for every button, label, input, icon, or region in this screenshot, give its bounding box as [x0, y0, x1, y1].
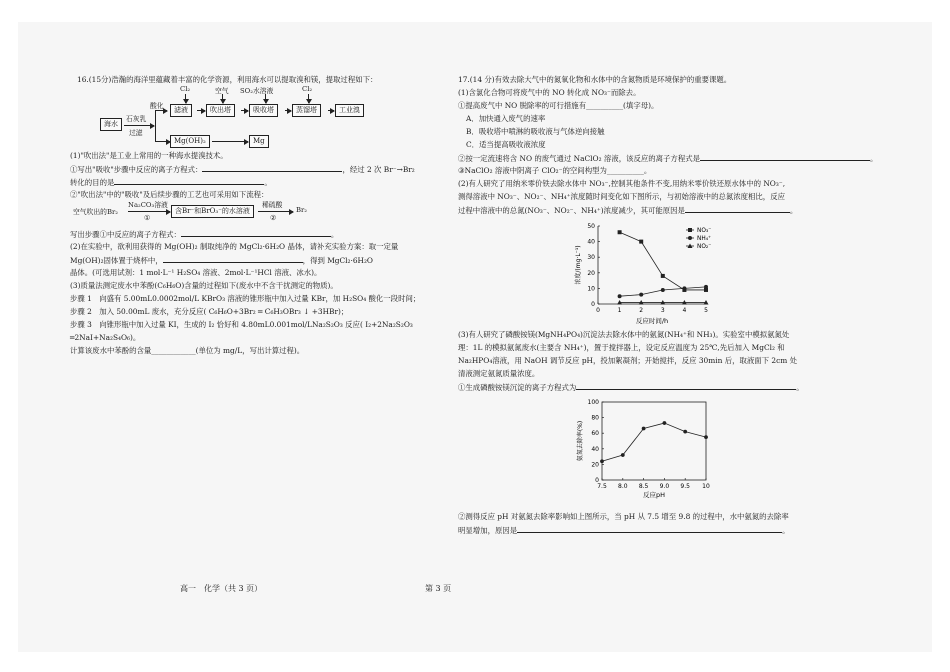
data-point	[663, 421, 667, 425]
q17-part3-2-line2: 明显增加，原因是 。	[458, 526, 790, 535]
q17-option-a: A．加快通入废气的速率	[466, 114, 546, 123]
data-point	[618, 230, 622, 234]
y-tick-label: 0	[595, 477, 599, 484]
absorb-tower-box: 吸收塔	[249, 104, 278, 117]
data-point	[618, 294, 622, 298]
data-point	[621, 453, 625, 457]
flow2-end: Br₂	[296, 206, 307, 214]
x-axis-label: 反应pH	[642, 491, 666, 499]
flow-arrow-down	[308, 94, 309, 103]
data-point	[704, 435, 708, 439]
ph-removal-rate-chart	[570, 396, 720, 502]
q16-part2-line2: Mg(OH)₂固体置于烧杯中， ，得到 MgCl₂·6H₂O	[70, 256, 373, 265]
flow-arrow	[328, 110, 334, 111]
flow-arrow-down	[185, 94, 186, 103]
flow2-reagent-1: Na₂CO₃溶液	[128, 201, 168, 209]
q16-part1-1: ①写出"吸收"步骤中反应的离子方程式： ，经过 2 次 Br⁻→Br₂	[70, 165, 415, 174]
y-tick-label: 10	[587, 285, 595, 293]
x-tick-label: 7.5	[597, 483, 607, 490]
y-axis-label: 氨氮去除率(%)	[577, 420, 584, 462]
x-tick-label: 10	[702, 483, 710, 490]
y-tick-label: 30	[587, 254, 595, 262]
y-tick-label: 60	[591, 430, 599, 438]
data-point	[682, 286, 686, 290]
mg-box: Mg	[249, 135, 269, 148]
y-tick-label: 100	[587, 399, 599, 406]
flow-arrow	[128, 211, 170, 212]
q17-part1-1: ①提高废气中 NO 脱除率的可行措施有__________(填字母)。	[458, 101, 659, 110]
y-tick-label: 40	[587, 238, 595, 246]
flow-arrow	[155, 110, 167, 111]
x-tick-label: 8.0	[618, 483, 628, 490]
data-point	[639, 293, 643, 297]
flow2-solution-box: 含Br⁻和BrO₃⁻的水溶液	[171, 205, 254, 218]
distill-tower-box: 蒸馏塔	[292, 104, 321, 117]
flow2-reagent-2: 稀硫酸	[262, 201, 283, 209]
flow-arrow-down	[265, 94, 266, 103]
x-tick-label: 0	[596, 307, 600, 314]
data-point	[661, 274, 665, 278]
data-point	[661, 288, 665, 292]
q17-part1: (1)含氯化合物可将废气中的 NO 转化成 NO₃⁻而除去。	[458, 88, 641, 97]
footer-left: 高一 化学（共 3 页）	[180, 584, 263, 593]
y-tick-label: 20	[587, 269, 595, 277]
q16-step1: 步骤 1 向盛有 5.00mL0.0002mol/L KBrO₃ 溶液的锥形瓶中加入过量 KBr，加 H₂SO₄ 酸化一段时间；	[70, 294, 421, 303]
q16-step2: 步骤 2 加入 50.00mL 废水，充分反应( C₆H₆O+3Br₂ ═ C₆H₃OBr₃ ↓ +3HBr)；	[70, 307, 349, 316]
y-tick-label: 50	[587, 223, 595, 230]
x-tick-label: 9.0	[659, 483, 670, 490]
flow-arrow	[197, 110, 205, 111]
series-line	[602, 423, 706, 461]
q17-part2-line2: 测得溶液中 NO₃⁻、NO₂⁻、NH₄⁺浓度随时间变化如下图所示，与初始溶液中的总氮浓度相比，反应	[458, 192, 785, 201]
flow-line	[155, 110, 156, 142]
q17-option-c: C．适当提高吸收液浓度	[466, 140, 546, 149]
q16-part1: (1)"吹出法"是工业上常用的一种海水提溴技术。	[70, 151, 228, 160]
q17-option-b: B．吸收塔中喷淋的吸收液与气体逆向接触	[466, 127, 605, 136]
q17-part3-1: ①生成磷酸铵镁沉淀的离子方程式为 。	[458, 383, 804, 392]
series-line	[620, 232, 706, 290]
q16-part1-1-purpose: 转化的目的是 。	[70, 178, 272, 187]
flow-arrow	[285, 110, 291, 111]
flow-arrow	[241, 110, 248, 111]
q16-step3-line2: ═2NaI+Na₂S₄O₆)。	[70, 333, 141, 342]
filtrate-box: 滤液	[170, 104, 192, 117]
x-tick-label: 9.5	[680, 483, 690, 490]
q17-part3-line4: 清液测定氨氮质量浓度。	[458, 369, 540, 378]
y-tick-label: 0	[591, 301, 595, 308]
data-point	[642, 427, 646, 431]
cl2-label-1: Cl₂	[180, 85, 191, 93]
q17-part2-line3: 过程中溶液中的总氮(NO₃⁻、NO₂⁻、NH₄⁺)浓度减少，其可能原因是 。	[458, 206, 798, 215]
data-point	[639, 240, 643, 244]
lime-label: 石灰乳	[126, 115, 147, 123]
x-tick-label: 4	[682, 307, 687, 314]
q16-part3: (3)质量法测定废水中苯酚(C₆H₆O)含量的过程如下(废水中不含干扰测定的物质)。	[70, 281, 338, 290]
flow-arrow	[124, 125, 154, 126]
cl2-label-2: Cl₂	[302, 85, 313, 93]
q17-title: 17.(14 分)有效去除大气中的氮氧化物和水体中的含氮物质是环境保护的重要课题。	[458, 75, 732, 84]
q16-calc: 计算该废水中苯酚的含量____________(单位为 mg/L，写出计算过程)。	[70, 346, 305, 355]
legend-marker	[688, 236, 692, 240]
legend-label: NH₄⁺	[697, 236, 712, 243]
q17-part2-line1: (2)有人研究了用纳米零价铁去除水体中 NO₃⁻,控制其他条件不变,用纳米零价铁还原水体中的 NO₃⁻,	[458, 179, 786, 188]
acidify-label: 酸化	[150, 102, 164, 110]
legend-marker	[688, 228, 692, 232]
y-tick-label: 20	[591, 461, 599, 469]
x-tick-label: 8.5	[638, 483, 649, 490]
seawater-box: 海水	[100, 118, 122, 131]
flow2-start: 空气吹出的Br₂	[73, 208, 118, 216]
concentration-time-chart	[568, 218, 718, 326]
legend-label: NO₃⁻	[697, 228, 712, 235]
q17-part3-line2: 理：1L 的模拟氨氮废水(主要含 NH₄⁺)，置于搅拌器上，设定反应温度为 25℃,先后加入 MgCl₂ 和	[458, 343, 785, 352]
q17-part1-3: ③NaClO₂ 溶液中阴离子 ClO₂⁻的空间构型为__________。	[458, 166, 652, 175]
q16-part2-line1: (2)在实验中，欲利用获得的 Mg(OH)₂ 制取纯净的 MgCl₂·6H₂O 晶体，请补充实验方案：取一定量	[70, 242, 399, 251]
data-point	[600, 459, 604, 463]
data-point	[683, 430, 687, 434]
x-tick-label: 2	[639, 307, 644, 314]
q17-part3-2-line1: ②测得反应 pH 对氨氮去除率影响如上图所示，当 pH 从 7.5 增至 9.8 的过程中，水中氨氮的去除率	[458, 512, 789, 521]
filter-label: 过滤	[129, 129, 143, 137]
y-axis-label: 浓度/(mg·L⁻¹)	[575, 245, 582, 285]
blow-tower-box: 吹出塔	[206, 104, 235, 117]
air-label: 空气	[215, 87, 229, 95]
flow-arrow-down	[222, 94, 223, 103]
flow2-step-2: ②	[270, 214, 277, 222]
industrial-bromine-box: 工业溴	[335, 104, 364, 117]
q17-part3-line1: (3)有人研究了磷酸铵镁(MgNH₄PO₄)沉淀法去除水体中的氨氮(NH₄⁺和 NH₃)。实验室中模拟氨氮处	[458, 330, 790, 339]
q16-title: 16.(15分)浩瀚的海洋里蕴藏着丰富的化学资源，利用海水可以提取溴和镁，提取过程如下：	[77, 75, 378, 84]
q16-step3-line1: 步骤 3 向锥形瓶中加入过量 KI，生成的 I₂ 恰好和 4.80mL0.001mol/LNa₂S₂O₃ 反应( I₂+2Na₂S₂O₃	[70, 320, 413, 329]
legend-label: NO₂⁻	[697, 244, 712, 251]
y-tick-label: 40	[591, 445, 599, 453]
x-axis-label: 反应时间/h	[635, 317, 669, 325]
y-tick-label: 80	[591, 414, 599, 422]
page-number: 第 3 页	[425, 584, 452, 593]
flow-arrow	[155, 141, 170, 142]
plot-frame	[602, 402, 706, 480]
q16-part2-line3: 晶体。(可选用试剂：1 mol·L⁻¹ H₂SO₄ 溶液、2mol·L⁻¹HCl 溶液、冰水)。	[70, 268, 322, 277]
flow2-step-1: ①	[144, 214, 151, 222]
q17-part1-2: ②按一定流速将含 NO 的废气通过 NaClO₂ 溶液，该反应的离子方程式是 。	[458, 154, 878, 163]
flow-arrow	[212, 141, 248, 142]
so2-label: SO₂水溶液	[240, 87, 274, 95]
flow-arrow	[258, 211, 293, 212]
x-tick-label: 5	[704, 307, 708, 314]
data-point	[704, 285, 708, 289]
q17-part3-line3: Na₂HPO₄溶液，用 NaOH 调节反应 pH，投加絮凝剂；开始搅拌，反应 30min 后，取液面下 2cm 处	[458, 356, 797, 365]
q16-part1-3: 写出步骤①中反应的离子方程式： 。	[70, 230, 339, 239]
x-tick-label: 1	[617, 307, 622, 314]
q16-part1-2: ②"吹出法"中的"吸收"及后续步骤的工艺也可采用如下流程：	[70, 190, 269, 199]
x-tick-label: 3	[660, 307, 665, 314]
mgoh2-box: Mg(OH)₂	[170, 135, 210, 148]
